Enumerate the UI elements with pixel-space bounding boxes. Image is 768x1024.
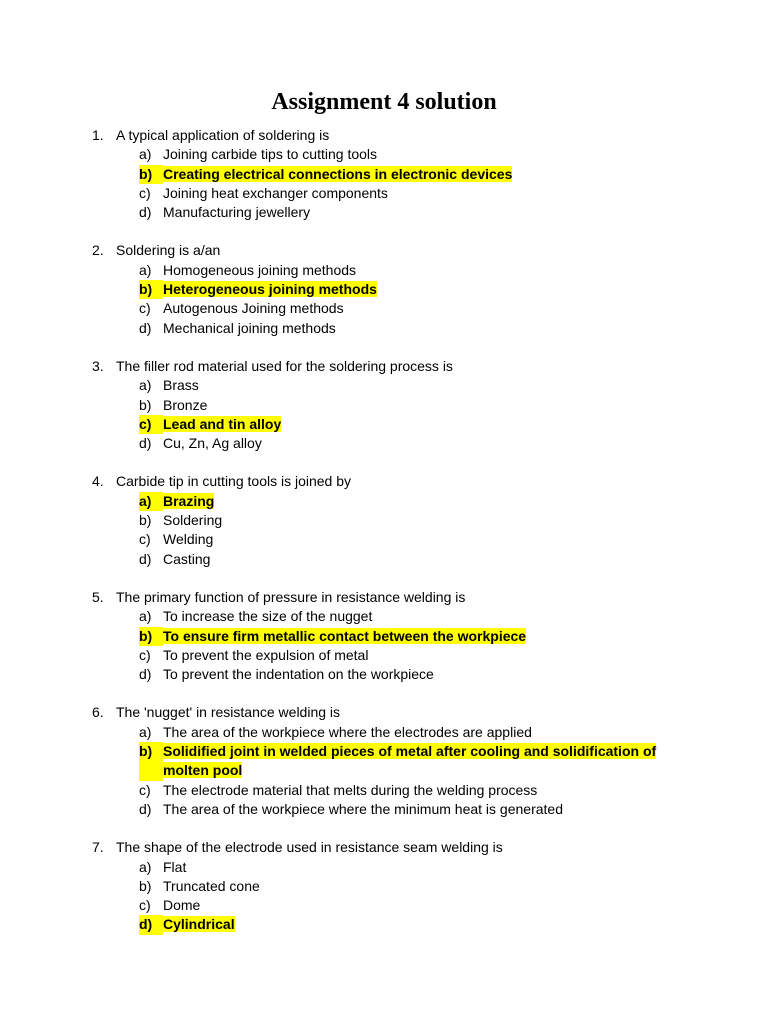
option-text-wrapper <box>163 165 692 184</box>
option-text: Brass <box>163 377 199 394</box>
answer-option <box>139 550 692 569</box>
question-item <box>92 357 692 453</box>
option-letter: c) <box>139 184 151 201</box>
option-text: The electrode material that melts during the welding process <box>163 781 538 798</box>
question-stem <box>92 126 692 145</box>
option-letter: d) <box>139 666 152 683</box>
option-text: Joining carbide tips to cutting tools <box>163 146 378 163</box>
option-text: To ensure firm metallic contact between the workpiece <box>163 627 527 644</box>
option-text: Flat <box>163 858 187 875</box>
correct-answer-option <box>139 492 692 511</box>
option-text-wrapper <box>163 742 692 781</box>
option-text: Homogeneous joining methods <box>163 261 357 278</box>
option-letter: b) <box>139 165 163 184</box>
question-stem <box>92 357 692 376</box>
option-letter: a) <box>139 261 152 278</box>
question-text: Soldering is a/an <box>116 242 221 259</box>
option-text: To prevent the indentation on the workpiece <box>163 666 434 683</box>
answer-option <box>139 434 692 453</box>
answer-option <box>139 665 692 684</box>
option-letter: c) <box>139 531 151 548</box>
option-text-wrapper <box>163 492 692 511</box>
option-text-wrapper <box>163 145 692 164</box>
answer-option <box>139 261 692 280</box>
option-letter: b) <box>139 742 163 781</box>
option-text-wrapper <box>163 511 692 530</box>
option-text-wrapper <box>163 299 692 318</box>
question-stem <box>92 703 692 722</box>
option-text: Solidified joint in welded pieces of metal after cooling and solidification of molten pool <box>163 743 657 779</box>
answer-option <box>139 781 692 800</box>
option-text: Casting <box>163 550 211 567</box>
option-letter: a) <box>139 608 152 625</box>
option-text: Bronze <box>163 396 208 413</box>
question-number: 7. <box>92 839 104 856</box>
option-letter: d) <box>139 915 163 934</box>
option-letter: b) <box>139 877 152 894</box>
answer-option <box>139 396 692 415</box>
option-list <box>92 492 692 569</box>
option-list <box>92 858 692 935</box>
option-text-wrapper <box>163 915 692 934</box>
answer-option <box>139 896 692 915</box>
option-letter: a) <box>139 858 152 875</box>
question-text: Carbide tip in cutting tools is joined by <box>116 473 352 490</box>
answer-option <box>139 646 692 665</box>
option-text: Creating electrical connections in electronic devices <box>163 165 513 182</box>
option-text-wrapper <box>163 800 692 819</box>
question-number: 2. <box>92 242 104 259</box>
answer-option <box>139 858 692 877</box>
correct-answer-option <box>139 280 692 299</box>
question-number: 4. <box>92 473 104 490</box>
option-text: Soldering <box>163 512 223 529</box>
option-text: Dome <box>163 897 201 914</box>
answer-option <box>139 299 692 318</box>
option-list <box>92 145 692 222</box>
option-text: The area of the workpiece where the electrodes are applied <box>163 723 532 740</box>
question-item <box>92 588 692 684</box>
option-letter: b) <box>139 627 163 646</box>
option-text-wrapper <box>163 396 692 415</box>
option-text-wrapper <box>163 858 692 877</box>
answer-option <box>139 203 692 222</box>
option-letter: d) <box>139 550 152 567</box>
question-item <box>92 838 692 934</box>
option-text: To prevent the expulsion of metal <box>163 646 369 663</box>
option-letter: c) <box>139 300 151 317</box>
option-text: Heterogeneous joining methods <box>163 281 377 298</box>
question-item <box>92 126 692 222</box>
question-list <box>92 126 692 954</box>
option-letter: b) <box>139 512 152 529</box>
option-list <box>92 607 692 684</box>
option-letter: a) <box>139 492 163 511</box>
question-number: 5. <box>92 588 104 605</box>
option-text: Mechanical joining methods <box>163 319 336 336</box>
option-letter: b) <box>139 280 163 299</box>
correct-answer-option <box>139 415 692 434</box>
option-text-wrapper <box>163 723 692 742</box>
option-text: Welding <box>163 531 214 548</box>
answer-option <box>139 800 692 819</box>
question-text: The shape of the electrode used in resistance seam welding is <box>116 839 503 856</box>
option-text: Cylindrical <box>163 916 235 933</box>
answer-option <box>139 530 692 549</box>
option-text-wrapper <box>163 530 692 549</box>
question-number: 3. <box>92 357 104 374</box>
option-letter: a) <box>139 723 152 740</box>
option-text-wrapper <box>163 376 692 395</box>
correct-answer-option <box>139 627 692 646</box>
option-letter: a) <box>139 146 152 163</box>
option-text-wrapper <box>163 877 692 896</box>
answer-option <box>139 184 692 203</box>
question-stem <box>92 588 692 607</box>
option-letter: c) <box>139 781 151 798</box>
option-text-wrapper <box>163 434 692 453</box>
option-text: Cu, Zn, Ag alloy <box>163 435 262 452</box>
option-letter: d) <box>139 435 152 452</box>
correct-answer-option <box>139 915 692 934</box>
option-text: Autogenous Joining methods <box>163 300 344 317</box>
option-letter: d) <box>139 204 152 221</box>
question-text: A typical application of soldering is <box>116 127 330 143</box>
option-text-wrapper <box>163 646 692 665</box>
answer-option <box>139 145 692 164</box>
question-item <box>92 241 692 337</box>
option-list <box>92 723 692 819</box>
option-text-wrapper <box>163 261 692 280</box>
question-stem <box>92 838 692 857</box>
answer-option <box>139 511 692 530</box>
option-list <box>92 376 692 453</box>
option-letter: c) <box>139 415 163 434</box>
answer-option <box>139 877 692 896</box>
page-title: Assignment 4 solution <box>271 89 497 115</box>
correct-answer-option <box>139 165 692 184</box>
correct-answer-option <box>139 742 692 781</box>
option-text-wrapper <box>163 665 692 684</box>
question-stem <box>92 241 692 260</box>
option-text: Truncated cone <box>163 877 260 894</box>
answer-option <box>139 376 692 395</box>
answer-option <box>139 723 692 742</box>
option-list <box>92 261 692 338</box>
option-letter: d) <box>139 800 152 817</box>
option-text-wrapper <box>163 203 692 222</box>
option-letter: b) <box>139 396 152 413</box>
option-text: To increase the size of the nugget <box>163 608 373 625</box>
option-text-wrapper <box>163 627 692 646</box>
option-text-wrapper <box>163 896 692 915</box>
option-letter: c) <box>139 646 151 663</box>
answer-option <box>139 607 692 626</box>
question-number: 1. <box>92 127 104 143</box>
option-text-wrapper <box>163 319 692 338</box>
option-letter: d) <box>139 319 152 336</box>
answer-option <box>139 319 692 338</box>
option-text-wrapper <box>163 781 692 800</box>
option-text: Joining heat exchanger components <box>163 184 388 201</box>
question-text: The filler rod material used for the soldering process is <box>116 357 453 374</box>
option-letter: a) <box>139 377 152 394</box>
option-text: Brazing <box>163 492 215 509</box>
option-text-wrapper <box>163 184 692 203</box>
option-text: Lead and tin alloy <box>163 415 282 432</box>
question-item <box>92 472 692 568</box>
question-stem <box>92 472 692 491</box>
option-text-wrapper <box>163 550 692 569</box>
option-text: Manufacturing jewellery <box>163 204 311 221</box>
option-text-wrapper <box>163 415 692 434</box>
question-text: The 'nugget' in resistance welding is <box>116 704 341 721</box>
question-number: 6. <box>92 704 104 721</box>
question-text: The primary function of pressure in resistance welding is <box>116 588 466 605</box>
option-text-wrapper <box>163 280 692 299</box>
option-letter: c) <box>139 897 151 914</box>
option-text: The area of the workpiece where the minimum heat is generated <box>163 800 563 817</box>
option-text-wrapper <box>163 607 692 626</box>
question-item <box>92 703 692 819</box>
